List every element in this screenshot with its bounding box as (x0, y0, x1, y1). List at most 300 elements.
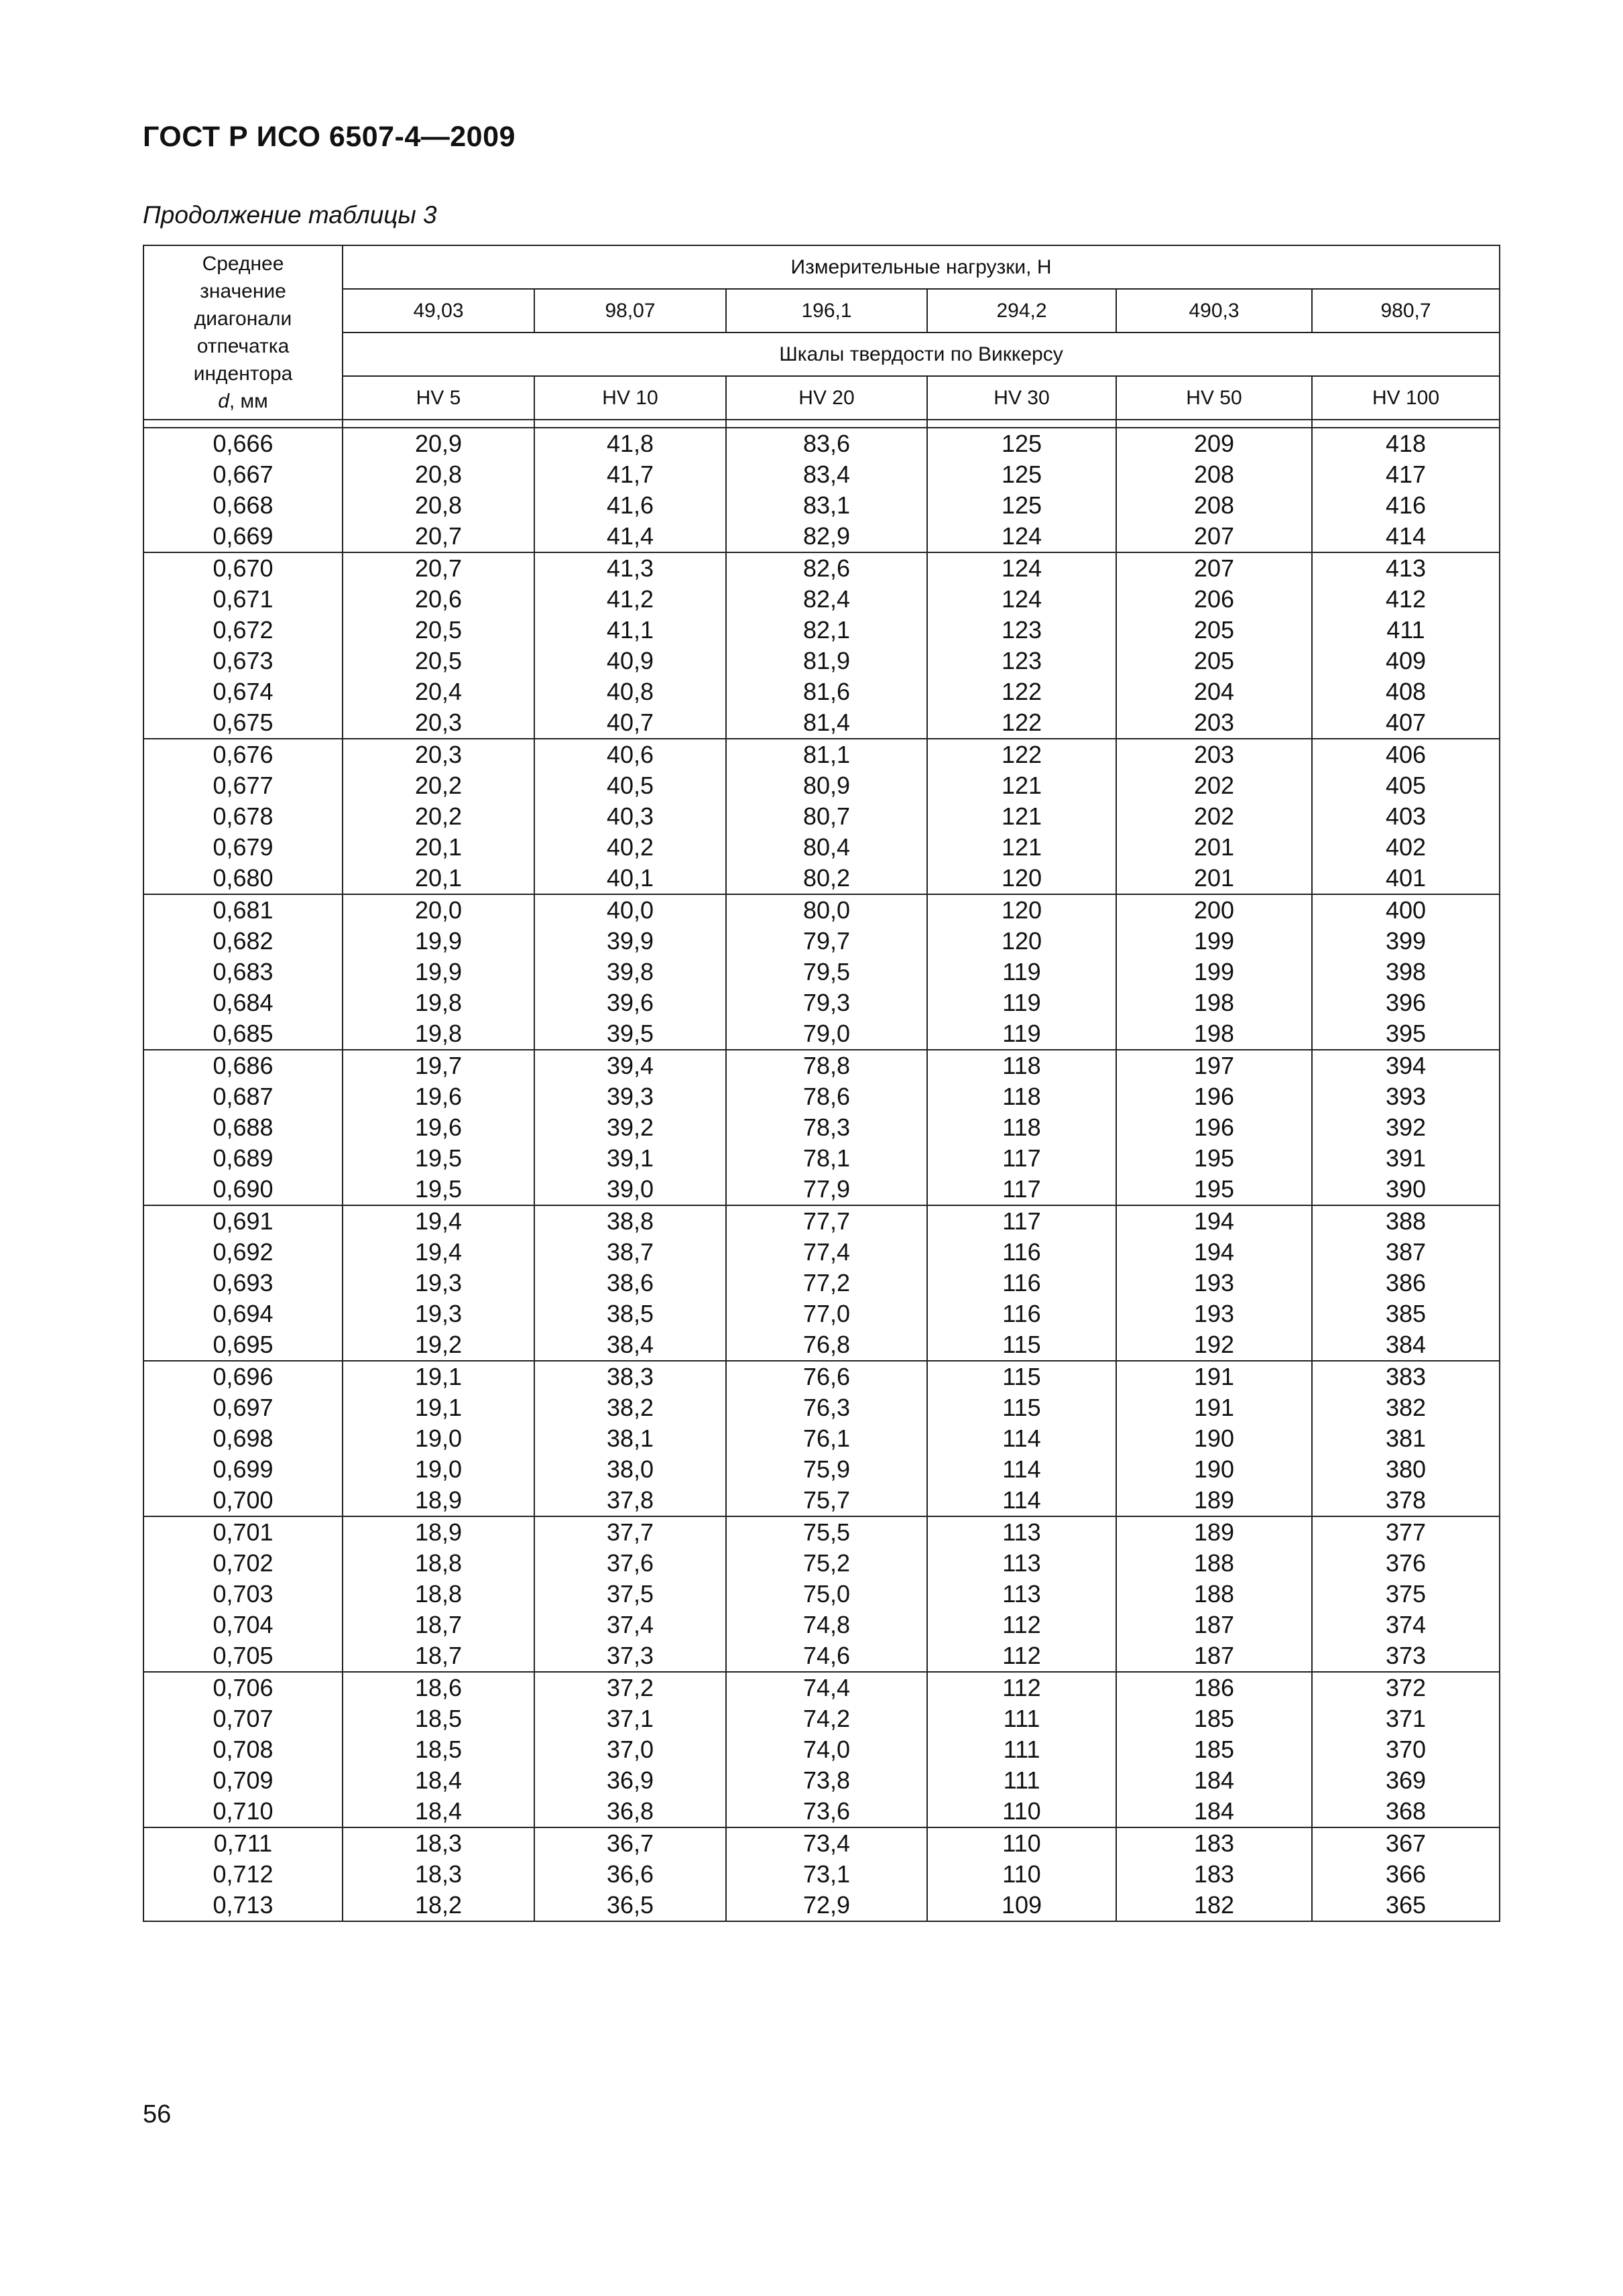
diagonal-value: 0,670 (213, 554, 274, 582)
hardness-value: 78,8 (802, 1052, 851, 1079)
table-row-group (143, 552, 1500, 739)
hardness-cell (1116, 1361, 1312, 1516)
table-row-group (143, 428, 1500, 552)
hardness-table (143, 245, 1500, 1922)
hardness-value: 72,9 (802, 1891, 851, 1919)
diagonal-value: 0,678 (213, 802, 274, 830)
hardness-value: 37,4 (606, 1611, 654, 1638)
hardness-value: 81,9 (802, 647, 851, 674)
hardness-cell (343, 428, 534, 552)
hardness-cell (1312, 1205, 1500, 1361)
hardness-cell (927, 1827, 1116, 1921)
hardness-value: 38,0 (606, 1455, 654, 1483)
hardness-value: 79,0 (802, 1020, 851, 1047)
hardness-value: 369 (1385, 1766, 1427, 1794)
hardness-value: 189 (1193, 1518, 1235, 1546)
hardness-cell (927, 1672, 1116, 1827)
hardness-value: 76,1 (802, 1425, 851, 1452)
hardness-value: 75,0 (802, 1580, 851, 1608)
hardness-cell (343, 1516, 534, 1672)
hardness-value: 371 (1385, 1705, 1427, 1732)
hardness-value: 110 (1002, 1860, 1041, 1888)
diagonal-value: 0,713 (213, 1891, 274, 1919)
hardness-cell (726, 1050, 927, 1205)
hardness-value: 19,6 (414, 1113, 463, 1141)
hardness-cell (534, 739, 726, 894)
hardness-value: 19,7 (414, 1052, 463, 1079)
hardness-cell (343, 1361, 534, 1516)
hardness-value: 83,6 (802, 430, 851, 457)
hardness-value: 40,3 (606, 802, 654, 830)
diagonal-value: 0,694 (213, 1300, 274, 1327)
hardness-value: 115 (1002, 1363, 1041, 1390)
diagonal-cell (143, 739, 343, 894)
hardness-value: 416 (1385, 491, 1427, 519)
hardness-cell (343, 1827, 534, 1921)
diagonal-value: 0,690 (213, 1175, 274, 1203)
hardness-value: 20,0 (414, 896, 463, 924)
hardness-value: 207 (1193, 522, 1235, 550)
hardness-value: 116 (1002, 1269, 1041, 1296)
hardness-value: 188 (1193, 1549, 1235, 1577)
hardness-value: 121 (1001, 833, 1042, 861)
hardness-value: 124 (1001, 554, 1042, 582)
hardness-value: 199 (1193, 927, 1235, 955)
hardness-value: 393 (1385, 1083, 1427, 1110)
hardness-value: 186 (1193, 1674, 1235, 1701)
diagonal-value: 0,680 (213, 864, 274, 892)
hardness-value: 83,4 (802, 461, 851, 488)
hardness-value: 37,0 (606, 1736, 654, 1763)
diagonal-cell (143, 552, 343, 739)
hardness-value: 19,8 (414, 989, 463, 1016)
diagonal-value: 0,669 (213, 522, 274, 550)
table-row-group (143, 1205, 1500, 1361)
diagonal-value: 0,667 (213, 461, 274, 488)
hardness-cell (534, 1516, 726, 1672)
diagonal-value: 0,666 (213, 430, 274, 457)
hardness-value: 81,4 (802, 709, 851, 736)
hardness-cell (1116, 1205, 1312, 1361)
diagonal-value: 0,700 (213, 1486, 274, 1514)
load-value: 49,03 (343, 289, 534, 333)
load-value: 980,7 (1312, 289, 1500, 333)
hardness-value: 384 (1385, 1331, 1427, 1358)
hardness-value: 185 (1193, 1736, 1235, 1763)
hardness-cell (927, 552, 1116, 739)
hardness-value: 202 (1193, 802, 1235, 830)
diagonal-value: 0,683 (213, 958, 274, 985)
hardness-value: 118 (1002, 1052, 1041, 1079)
hardness-value: 20,7 (414, 522, 463, 550)
hardness-value: 20,7 (414, 554, 463, 582)
hardness-cell (534, 1672, 726, 1827)
hardness-value: 122 (1001, 741, 1042, 768)
hardness-cell (1312, 1827, 1500, 1921)
table-row-group (143, 1516, 1500, 1672)
diagonal-cell (143, 1050, 343, 1205)
hardness-value: 119 (1002, 989, 1041, 1016)
hardness-value: 74,4 (802, 1674, 851, 1701)
diagonal-cell (143, 1516, 343, 1672)
hardness-cell (534, 1361, 726, 1516)
hardness-value: 77,2 (802, 1269, 851, 1296)
hardness-value: 187 (1193, 1642, 1235, 1669)
hardness-value: 36,8 (606, 1797, 654, 1825)
hardness-value: 75,7 (802, 1486, 851, 1514)
hardness-value: 37,5 (606, 1580, 654, 1608)
diagonal-value: 0,696 (213, 1363, 274, 1390)
hardness-value: 77,7 (802, 1207, 851, 1235)
hardness-value: 38,2 (606, 1394, 654, 1421)
hardness-value: 19,5 (414, 1144, 463, 1172)
hardness-value: 382 (1385, 1394, 1427, 1421)
diagonal-value: 0,677 (213, 772, 274, 799)
hardness-value: 41,6 (606, 491, 654, 519)
load-value: 490,3 (1116, 289, 1312, 333)
hardness-value: 80,4 (802, 833, 851, 861)
diagonal-value: 0,668 (213, 491, 274, 519)
diagonal-value: 0,682 (213, 927, 274, 955)
hardness-value: 187 (1193, 1611, 1235, 1638)
diagonal-value: 0,699 (213, 1455, 274, 1483)
diagonal-value: 0,679 (213, 833, 274, 861)
hardness-cell (726, 428, 927, 552)
hardness-value: 38,7 (606, 1238, 654, 1266)
hardness-value: 77,0 (802, 1300, 851, 1327)
table-row-group (143, 1050, 1500, 1205)
hardness-value: 76,3 (802, 1394, 851, 1421)
load-value: 98,07 (534, 289, 726, 333)
hardness-value: 195 (1193, 1144, 1235, 1172)
loads-header: Измерительные нагрузки, Н (343, 245, 1500, 289)
hardness-value: 412 (1385, 585, 1427, 613)
hardness-cell (534, 1827, 726, 1921)
hardness-value: 81,6 (802, 678, 851, 705)
hardness-value: 82,6 (802, 554, 851, 582)
hardness-value: 40,9 (606, 647, 654, 674)
hardness-value: 365 (1385, 1891, 1427, 1919)
hardness-value: 78,6 (802, 1083, 851, 1110)
diagonal-value: 0,711 (213, 1829, 273, 1857)
hardness-value: 40,0 (606, 896, 654, 924)
hardness-value: 114 (1002, 1455, 1041, 1483)
hardness-value: 19,0 (414, 1455, 463, 1483)
hardness-cell (1116, 1672, 1312, 1827)
diagonal-cell (143, 1361, 343, 1516)
hardness-value: 395 (1385, 1020, 1427, 1047)
hardness-value: 120 (1001, 927, 1042, 955)
hardness-value: 18,5 (414, 1736, 463, 1763)
diagonal-value: 0,674 (213, 678, 274, 705)
hardness-value: 20,3 (414, 741, 463, 768)
hardness-value: 73,8 (802, 1766, 851, 1794)
hardness-value: 122 (1001, 709, 1042, 736)
hardness-value: 194 (1193, 1207, 1235, 1235)
hardness-value: 37,2 (606, 1674, 654, 1701)
hardness-value: 190 (1193, 1425, 1235, 1452)
diagonal-value: 0,673 (213, 647, 274, 674)
scale-label: HV 100 (1312, 376, 1500, 420)
hardness-value: 125 (1001, 430, 1042, 457)
scale-label: HV 10 (534, 376, 726, 420)
hardness-cell (534, 552, 726, 739)
hardness-value: 39,1 (606, 1144, 654, 1172)
hardness-value: 414 (1385, 522, 1427, 550)
hardness-value: 117 (1002, 1144, 1041, 1172)
hardness-value: 78,1 (802, 1144, 851, 1172)
hardness-cell (1116, 1050, 1312, 1205)
hardness-cell (343, 894, 534, 1050)
hardness-cell (1312, 1672, 1500, 1827)
diagonal-value: 0,672 (213, 616, 274, 644)
scale-label: HV 20 (726, 376, 927, 420)
hardness-value: 398 (1385, 958, 1427, 985)
hardness-value: 40,6 (606, 741, 654, 768)
hardness-value: 38,5 (606, 1300, 654, 1327)
hardness-value: 202 (1193, 772, 1235, 799)
diagonal-value: 0,708 (213, 1736, 274, 1763)
hardness-value: 41,7 (606, 461, 654, 488)
hardness-value: 111 (1003, 1766, 1040, 1794)
hardness-value: 20,1 (414, 833, 463, 861)
hardness-value: 74,2 (802, 1705, 851, 1732)
hardness-cell (726, 894, 927, 1050)
hardness-value: 20,8 (414, 491, 463, 519)
hardness-value: 40,2 (606, 833, 654, 861)
hardness-value: 115 (1002, 1394, 1041, 1421)
hardness-value: 118 (1002, 1083, 1041, 1110)
hardness-value: 373 (1385, 1642, 1427, 1669)
hardness-value: 118 (1002, 1113, 1041, 1141)
hardness-value: 400 (1385, 896, 1427, 924)
diagonal-value: 0,688 (213, 1113, 274, 1141)
hardness-value: 387 (1385, 1238, 1427, 1266)
hardness-cell (343, 739, 534, 894)
hardness-value: 40,8 (606, 678, 654, 705)
hardness-value: 74,0 (802, 1736, 851, 1763)
hardness-value: 201 (1193, 864, 1235, 892)
hardness-value: 125 (1001, 491, 1042, 519)
scale-label: HV 50 (1116, 376, 1312, 420)
hardness-value: 82,4 (802, 585, 851, 613)
hardness-value: 18,3 (414, 1860, 463, 1888)
diagonal-cell (143, 428, 343, 552)
hardness-value: 208 (1193, 491, 1235, 519)
hardness-value: 37,1 (606, 1705, 654, 1732)
hardness-value: 204 (1193, 678, 1235, 705)
stub-header: Среднее значение диагонали отпечатка индентора d, мм (143, 245, 343, 420)
hardness-value: 123 (1001, 616, 1042, 644)
hardness-value: 385 (1385, 1300, 1427, 1327)
diagonal-value: 0,697 (213, 1394, 274, 1421)
hardness-value: 203 (1193, 709, 1235, 736)
hardness-value: 20,2 (414, 772, 463, 799)
diagonal-value: 0,676 (213, 741, 274, 768)
hardness-value: 195 (1193, 1175, 1235, 1203)
hardness-value: 391 (1385, 1144, 1427, 1172)
hardness-value: 20,5 (414, 647, 463, 674)
hardness-value: 36,6 (606, 1860, 654, 1888)
hardness-value: 125 (1001, 461, 1042, 488)
hardness-value: 199 (1193, 958, 1235, 985)
scale-label: HV 30 (927, 376, 1116, 420)
diagonal-value: 0,685 (213, 1020, 274, 1047)
hardness-value: 197 (1193, 1052, 1235, 1079)
hardness-value: 413 (1385, 554, 1427, 582)
hardness-value: 19,4 (414, 1207, 463, 1235)
hardness-value: 80,7 (802, 802, 851, 830)
hardness-value: 372 (1385, 1674, 1427, 1701)
diagonal-value: 0,703 (213, 1580, 274, 1608)
hardness-cell (927, 1361, 1116, 1516)
hardness-value: 75,5 (802, 1518, 851, 1546)
hardness-value: 116 (1002, 1238, 1041, 1266)
hardness-value: 114 (1002, 1486, 1041, 1514)
hardness-value: 82,1 (802, 616, 851, 644)
hardness-value: 41,3 (606, 554, 654, 582)
hardness-cell (1116, 739, 1312, 894)
scale-label: HV 5 (343, 376, 534, 420)
hardness-value: 73,1 (802, 1860, 851, 1888)
hardness-value: 411 (1386, 616, 1425, 644)
hardness-value: 122 (1001, 678, 1042, 705)
hardness-value: 208 (1193, 461, 1235, 488)
hardness-value: 194 (1193, 1238, 1235, 1266)
hardness-cell (726, 552, 927, 739)
hardness-cell (927, 894, 1116, 1050)
hardness-value: 188 (1193, 1580, 1235, 1608)
hardness-value: 18,3 (414, 1829, 463, 1857)
hardness-value: 185 (1193, 1705, 1235, 1732)
hardness-value: 191 (1193, 1394, 1235, 1421)
hardness-value: 39,2 (606, 1113, 654, 1141)
hardness-value: 193 (1193, 1269, 1235, 1296)
hardness-cell (1312, 739, 1500, 894)
hardness-value: 19,5 (414, 1175, 463, 1203)
diagonal-value: 0,707 (213, 1705, 274, 1732)
hardness-value: 79,3 (802, 989, 851, 1016)
hardness-value: 407 (1385, 709, 1427, 736)
hardness-value: 109 (1001, 1891, 1042, 1919)
hardness-value: 375 (1385, 1580, 1427, 1608)
hardness-cell (343, 1205, 534, 1361)
hardness-value: 38,1 (606, 1425, 654, 1452)
hardness-value: 19,9 (414, 958, 463, 985)
hardness-value: 38,4 (606, 1331, 654, 1358)
hardness-value: 39,3 (606, 1083, 654, 1110)
hardness-value: 77,9 (802, 1175, 851, 1203)
hardness-cell (1312, 1361, 1500, 1516)
hardness-value: 18,7 (414, 1611, 463, 1638)
hardness-value: 110 (1002, 1797, 1041, 1825)
hardness-value: 392 (1385, 1113, 1427, 1141)
hardness-value: 39,6 (606, 989, 654, 1016)
hardness-cell (927, 1050, 1116, 1205)
scales-header: Шкалы твердости по Виккерсу (343, 333, 1500, 376)
stub-unit: d, мм (218, 390, 268, 412)
hardness-cell (726, 1672, 927, 1827)
hardness-value: 18,5 (414, 1705, 463, 1732)
hardness-value: 117 (1002, 1175, 1041, 1203)
hardness-value: 376 (1385, 1549, 1427, 1577)
hardness-value: 75,2 (802, 1549, 851, 1577)
diagonal-cell (143, 1672, 343, 1827)
hardness-value: 119 (1002, 958, 1041, 985)
hardness-value: 113 (1002, 1549, 1041, 1577)
diagonal-value: 0,687 (213, 1083, 274, 1110)
hardness-value: 19,6 (414, 1083, 463, 1110)
hardness-value: 418 (1385, 430, 1427, 457)
diagonal-value: 0,698 (213, 1425, 274, 1452)
diagonal-value: 0,695 (213, 1331, 274, 1358)
diagonal-value: 0,689 (213, 1144, 274, 1172)
hardness-value: 377 (1385, 1518, 1427, 1546)
diagonal-cell (143, 1205, 343, 1361)
hardness-cell (726, 1827, 927, 1921)
hardness-value: 40,7 (606, 709, 654, 736)
hardness-value: 121 (1001, 802, 1042, 830)
hardness-value: 192 (1193, 1331, 1235, 1358)
hardness-value: 80,9 (802, 772, 851, 799)
diagonal-cell (143, 894, 343, 1050)
hardness-value: 37,6 (606, 1549, 654, 1577)
hardness-value: 182 (1193, 1891, 1235, 1919)
hardness-value: 19,4 (414, 1238, 463, 1266)
hardness-value: 74,6 (802, 1642, 851, 1669)
hardness-value: 19,9 (414, 927, 463, 955)
hardness-value: 39,9 (606, 927, 654, 955)
hardness-value: 201 (1193, 833, 1235, 861)
hardness-value: 40,1 (606, 864, 654, 892)
table-row-group (143, 1361, 1500, 1516)
table-row-group (143, 894, 1500, 1050)
hardness-value: 41,8 (606, 430, 654, 457)
hardness-value: 193 (1193, 1300, 1235, 1327)
hardness-value: 77,4 (802, 1238, 851, 1266)
hardness-value: 76,8 (802, 1331, 851, 1358)
hardness-cell (726, 1205, 927, 1361)
hardness-cell (534, 1205, 726, 1361)
diagonal-value: 0,671 (213, 585, 274, 613)
hardness-value: 115 (1002, 1331, 1041, 1358)
diagonal-value: 0,692 (213, 1238, 274, 1266)
hardness-value: 380 (1385, 1455, 1427, 1483)
hardness-value: 124 (1001, 585, 1042, 613)
hardness-value: 41,2 (606, 585, 654, 613)
hardness-value: 79,7 (802, 927, 851, 955)
hardness-value: 383 (1385, 1363, 1427, 1390)
hardness-value: 74,8 (802, 1611, 851, 1638)
page-number: 56 (143, 2100, 172, 2128)
hardness-value: 402 (1385, 833, 1427, 861)
hardness-value: 116 (1002, 1300, 1041, 1327)
hardness-value: 19,3 (414, 1300, 463, 1327)
hardness-cell (927, 1205, 1116, 1361)
diagonal-value: 0,710 (213, 1797, 274, 1825)
hardness-value: 20,4 (414, 678, 463, 705)
hardness-value: 18,4 (414, 1797, 463, 1825)
hardness-value: 209 (1193, 430, 1235, 457)
hardness-value: 417 (1385, 461, 1427, 488)
hardness-value: 18,8 (414, 1580, 463, 1608)
hardness-value: 38,8 (606, 1207, 654, 1235)
hardness-cell (726, 1361, 927, 1516)
diagonal-value: 0,691 (213, 1207, 274, 1235)
hardness-value: 20,9 (414, 430, 463, 457)
hardness-value: 191 (1193, 1363, 1235, 1390)
hardness-value: 38,3 (606, 1363, 654, 1390)
